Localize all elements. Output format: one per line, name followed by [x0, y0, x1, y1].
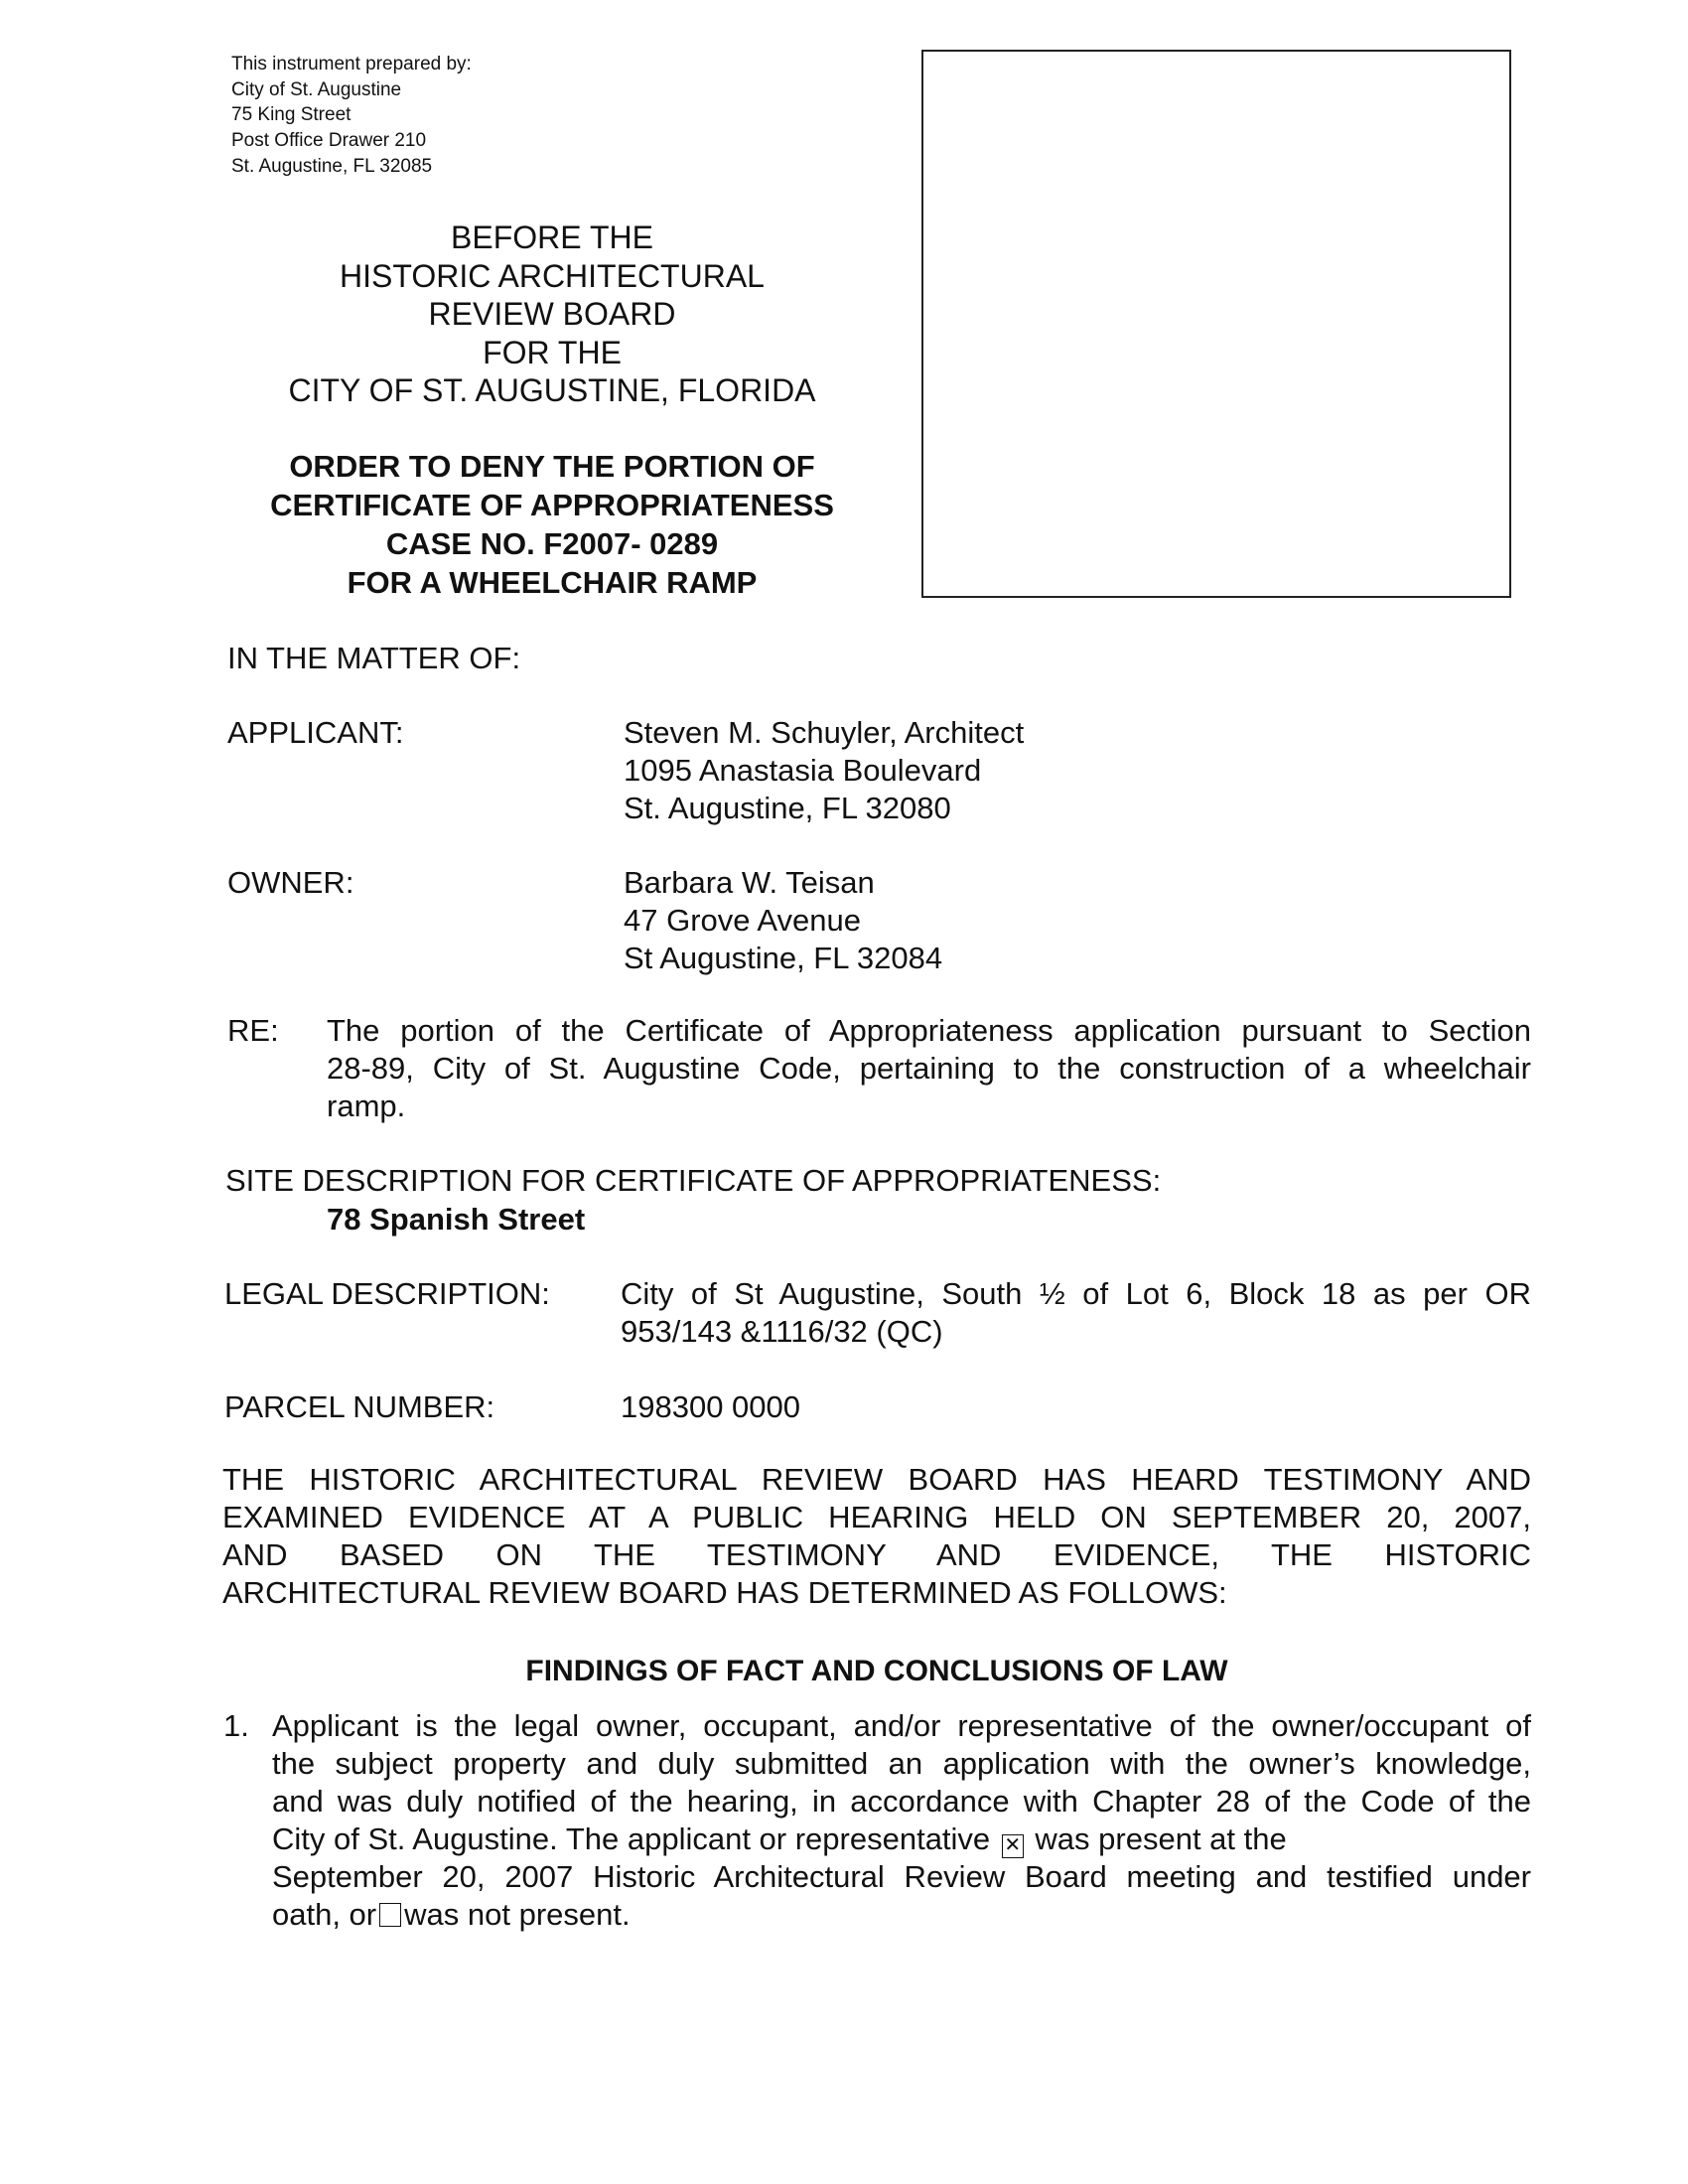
owner-line: 47 Grove Avenue [624, 903, 861, 938]
heading-line: BEFORE THE [451, 219, 653, 255]
parcel-number: 198300 0000 [621, 1389, 801, 1424]
matter-label: IN THE MATTER OF: [227, 641, 521, 675]
finding-1-text [272, 1707, 1531, 1934]
owner-label: OWNER: [227, 865, 354, 900]
owner-line: Barbara W. Teisan [624, 865, 875, 900]
finding-line-text: was present at the [1035, 1821, 1287, 1856]
parcel-label: PARCEL NUMBER: [224, 1389, 495, 1424]
order-title-line: ORDER TO DENY THE PORTION OF [289, 449, 815, 484]
owner-details [624, 864, 942, 977]
finding-line-text: oath, or [272, 1897, 377, 1932]
finding-number: 1. [223, 1708, 249, 1743]
statement-line: ARCHITECTURAL REVIEW BOARD HAS DETERMINED AS FOLLOWS: [222, 1575, 1227, 1610]
owner-line: St Augustine, FL 32084 [624, 941, 943, 975]
present-checkbox[interactable] [1002, 1834, 1024, 1858]
applicant-line: Steven M. Schuyler, Architect [624, 715, 1025, 750]
applicant-line: 1095 Anastasia Boulevard [624, 753, 982, 788]
legal-line: 953/143 &1116/32 (QC) [621, 1314, 943, 1349]
finding-line: and was duly notified of the hearing, in accordance with Chapter 28 of the Code of the [272, 1784, 1531, 1819]
legal-description [621, 1275, 1531, 1351]
statement-line: THE HISTORIC ARCHITECTURAL REVIEW BOARD HAS HEARD TESTIMONY AND [222, 1462, 1531, 1497]
applicant-details [624, 714, 1024, 827]
site-address: 78 Spanish Street [327, 1202, 586, 1237]
order-title-line: FOR A WHEELCHAIR RAMP [347, 565, 758, 600]
heading-line: REVIEW BOARD [428, 296, 676, 332]
finding-line [272, 1820, 1531, 1858]
finding-line: the subject property and duly submitted an application with the owner’s knowledge, [272, 1746, 1531, 1781]
finding-line-text: City of St. Augustine. The applicant or representative [272, 1821, 991, 1856]
re-label: RE: [227, 1013, 279, 1048]
applicant-line: St. Augustine, FL 32080 [624, 791, 951, 825]
statement-line: AND BASED ON THE TESTIMONY AND EVIDENCE, THE HISTORIC [222, 1537, 1531, 1572]
applicant-label: APPLICANT: [227, 715, 404, 750]
re-line: 28-89, City of St. Augustine Code, pertaining to the construction of a wheelchair [327, 1051, 1531, 1086]
order-title-line: CERTIFICATE OF APPROPRIATENESS [270, 488, 834, 522]
prepared-by-line: 75 King Street [231, 104, 352, 126]
heading-line: FOR THE [483, 334, 622, 370]
heading-line: CITY OF ST. AUGUSTINE, FLORIDA [288, 372, 816, 408]
prepared-by-line: This instrument prepared by: [231, 54, 472, 74]
prepared-by-line: St. Augustine, FL 32085 [231, 155, 433, 177]
finding-line [272, 1896, 1531, 1934]
prepared-by-line: Post Office Drawer 210 [231, 130, 427, 152]
board-heading [179, 218, 925, 410]
checked-x-icon: ✕ [1004, 1834, 1022, 1856]
order-title [179, 447, 925, 602]
prepared-by-block [231, 52, 472, 180]
not-present-checkbox[interactable] [379, 1903, 401, 1927]
re-line: ramp. [327, 1089, 406, 1123]
site-label: SITE DESCRIPTION FOR CERTIFICATE OF APPROPRIATENESS: [225, 1163, 1162, 1198]
finding-line-text: was not present. [404, 1897, 631, 1932]
board-statement [222, 1461, 1531, 1612]
finding-line: September 20, 2007 Historic Architectural Review Board meeting and testified under [272, 1859, 1531, 1894]
prepared-by-line: City of St. Augustine [231, 78, 402, 100]
findings-heading: FINDINGS OF FACT AND CONCLUSIONS OF LAW [525, 1655, 1228, 1687]
legal-label: LEGAL DESCRIPTION: [224, 1276, 550, 1311]
statement-line: EXAMINED EVIDENCE AT A PUBLIC HEARING HELD ON SEPTEMBER 20, 2007, [222, 1500, 1531, 1534]
recording-stamp-box [921, 50, 1511, 598]
re-text [327, 1012, 1531, 1125]
finding-line: Applicant is the legal owner, occupant, and/or representative of the owner/occupant of [272, 1708, 1531, 1743]
order-title-line: CASE NO. F2007- 0289 [385, 526, 719, 561]
re-line: The portion of the Certificate of Appropriateness application pursuant to Section [327, 1013, 1531, 1048]
legal-line: City of St Augustine, South ½ of Lot 6, Block 18 as per OR [621, 1276, 1531, 1311]
heading-line: HISTORIC ARCHITECTURAL [340, 257, 765, 294]
